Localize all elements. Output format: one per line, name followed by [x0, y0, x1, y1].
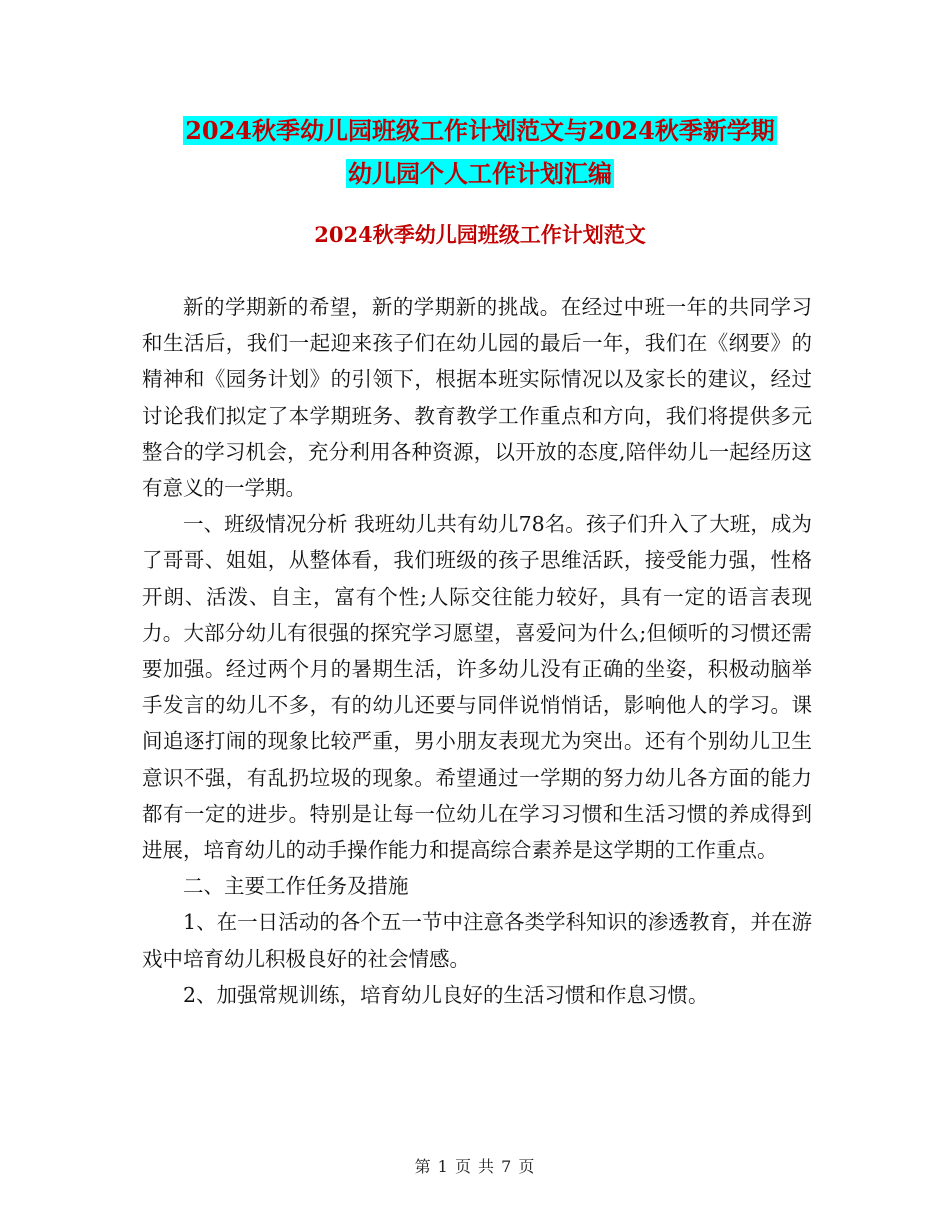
- paragraph-task-2: 2、加强常规训练，培育幼儿良好的生活习惯和作息习惯。: [183, 982, 709, 1007]
- paragraph-intro: 新的学期新的希望，新的学期新的挑战。在经过中班一年的共同学习和生活后，我们一起迎来孩子们在幼儿园的最后一年，我们在《纲要》的精神和《园务计划》的引领下，根据本班实际情况以及家长的建议，经过讨论我们拟定了本学期班务、教育教学工作重点和方向，我们将提供多元整合的学习机会，充分利用各种资源，以开放的态度,陪伴幼儿一起经历这有意义的一学期。: [142, 295, 812, 501]
- paragraph-main-tasks-heading: 二、主要工作任务及措施: [183, 874, 409, 899]
- paragraph-class-analysis: 一、班级情况分析 我班幼儿共有幼儿78名。孩子们升入了大班，成为了哥哥、姐姐，从整体看，我们班级的孩子思维活跃，接受能力强，性格开朗、活泼、自主，富有个性;人际交往能力较好，具有一定的语言表现力。大部分幼儿有很强的探究学习愿望，喜爱问为什么;但倾听的习惯还需要加强。经过两个月的暑期生活，许多幼儿没有正确的坐姿，积极动脑举手发言的幼儿不多，有的幼儿还要与同伴说悄悄话，影响他人的学习。课间追逐打闹的现象比较严重，男小朋友表现尤为突出。还有个别幼儿卫生意识不强，有乱扔垃圾的现象。希望通过一学期的努力幼儿各方面的能力都有一定的进步。特别是让每一位幼儿在学习习惯和生活习惯的养成得到进展，培育幼儿的动手操作能力和提高综合素养是这学期的工作重点。: [142, 512, 812, 863]
- document-title-line-1: [140, 113, 820, 149]
- document-title-line-2: [140, 156, 820, 192]
- document-title-highlight-2: 幼儿园个人工作计划汇编: [348, 159, 612, 188]
- document-title-highlight-1: 2024秋季幼儿园班级工作计划范文与2024秋季新学期: [185, 116, 775, 145]
- paragraph-task-1: 1、在一日活动的各个五一节中注意各类学科知识的渗透教育，并在游戏中培育幼儿积极良好的社会情感。: [142, 910, 812, 971]
- document-body: [142, 289, 812, 1013]
- page-footer: 第 1 页 共 7 页: [414, 1157, 536, 1176]
- section-title: 2024秋季幼儿园班级工作计划范文: [314, 222, 646, 247]
